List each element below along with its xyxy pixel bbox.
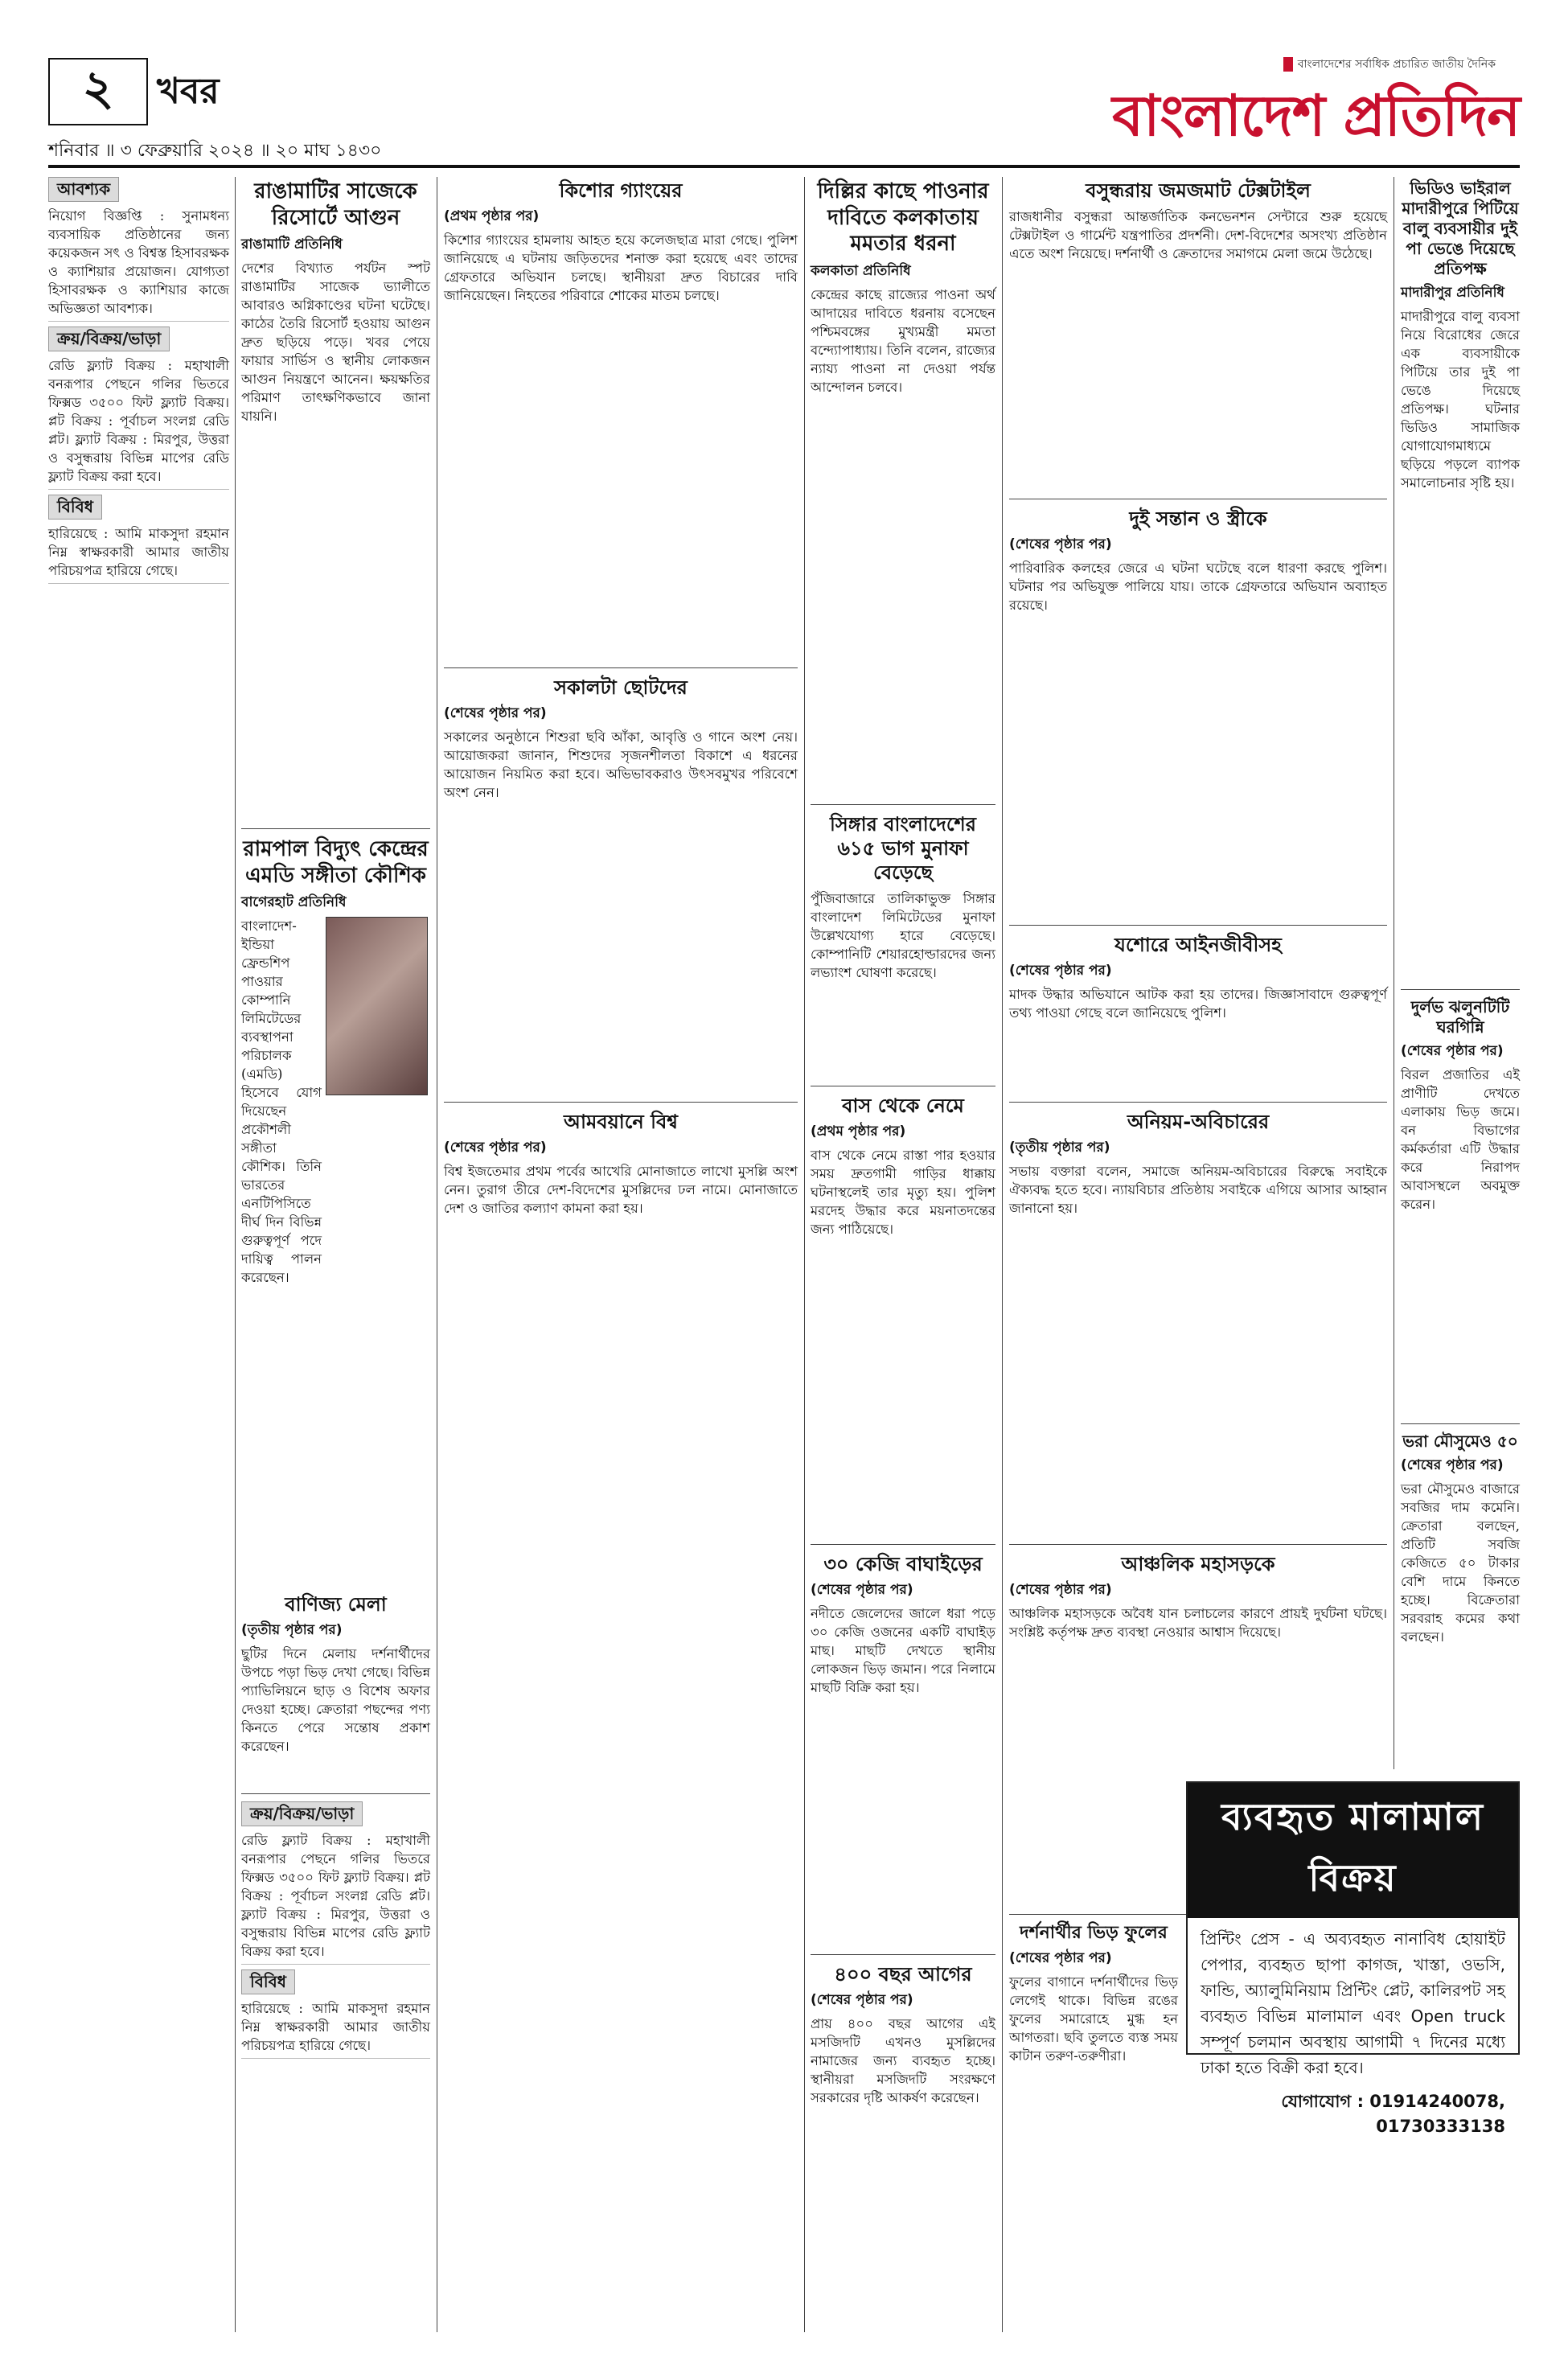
section-divider <box>1009 925 1387 926</box>
article-body: বিরল প্রজাতির এই প্রাণীটি দেখতে এলাকায় ভিড় জমে। বন বিভাগের কর্মকর্তারা এটি উদ্ধার করে নিরাপদ আবাসস্থলে অবমুক্ত করেন। <box>1401 1067 1520 1212</box>
section-divider <box>1401 1423 1520 1424</box>
article-rare-animal <box>1401 997 1520 1415</box>
headline: দর্শনার্থীর ভিড় ফুলের <box>1020 1923 1168 1943</box>
headline: সকালটা ছোটদের <box>554 676 688 699</box>
byline: (প্রথম পৃষ্ঠার পর) <box>811 1123 906 1140</box>
column-divider <box>235 177 236 2332</box>
byline: (শেষের পৃষ্ঠার পর) <box>1009 1582 1112 1598</box>
headline: বসুন্ধরায় জমজমাট টেক্সটাইল <box>1086 179 1311 202</box>
article-body: ফুলের বাগানে দর্শনার্থীদের ভিড় লেগেই থাকে। বিভিন্ন রঙের ফুলের সমারোহে মুগ্ধ হন আগতরা। ছবি তুলতে ব্যস্ত সময় কাটান তরুণ-তরুণীরা। <box>1009 1974 1178 2064</box>
article-two-children <box>1009 507 1387 917</box>
byline: (প্রথম পৃষ্ঠার পর) <box>444 208 540 224</box>
article-flower <box>1009 1922 1178 2332</box>
article-body: বাস থেকে নেমে রাস্তা পার হওয়ার সময় দ্রুতগামী গাড়ির ধাক্কায় ঘটনাস্থলেই তার মৃত্যু হয়। পুলিশ মরদেহ উদ্ধার করে ময়নাতদন্তের জন্য পাঠিয়েছে। <box>811 1148 995 1237</box>
classified-text: রেডি ফ্ল্যাট বিক্রয় : মহাখালী বনরূপার পেছনে গলির ভিতরে ফিক্সড ৩৫০০ ফিট ফ্ল্যাট বিক্রয়। প্লট বিক্রয় : পূর্বাচল সংলগ্ন রেডি প্লট। ফ্ল্যাট বিক্রয় : মিরপুর, উত্তরা ও বসুন্ধরায় বিভিন্ন মাপের রেডি ফ্ল্যাট বিক্রয় করা হবে। <box>48 356 229 490</box>
article-body: কেন্দ্রের কাছে রাজ্যের পাওনা অর্থ আদায়ের দাবিতে ধরনায় বসেছেন পশ্চিমবঙ্গের মুখ্যমন্ত্রী মমতা বন্দ্যোপাধ্যায়। তিনি বলেন, রাজ্যের ন্যায্য পাওনা না দেওয়া পর্যন্ত আন্দোলন চলবে। <box>811 286 995 395</box>
classified-text: রেডি ফ্ল্যাট বিক্রয় : মহাখালী বনরূপার পেছনে গলির ভিতরে ফিক্সড ৩৫০০ ফিট ফ্ল্যাট বিক্রয়। প্লট বিক্রয় : পূর্বাচল সংলগ্ন রেডি প্লট। ফ্ল্যাট বিক্রয় : মিরপুর, উত্তরা ও বসুন্ধরায় বিভিন্ন মাপের রেডি ফ্ল্যাট বিক্রয় করা হবে। <box>241 1831 430 1965</box>
article-jessore <box>1009 933 1387 1094</box>
section-divider <box>444 667 798 668</box>
byline: (শেষের পৃষ্ঠার পর) <box>1009 963 1112 979</box>
article-body: ছুটির দিনে মেলায় দর্শনার্থীদের উপচে পড়া ভিড় দেখা গেছে। বিভিন্ন প্যাভিলিয়নে ছাড় ও বিশেষ অফার দেওয়া হচ্ছে। ক্রেতারা পছন্দের পণ্য কিনতে পেরে সন্তোষ প্রকাশ করেছেন। <box>241 1646 430 1754</box>
section-divider <box>444 1102 798 1103</box>
article-body: রাজধানীর বসুন্ধরা আন্তর্জাতিক কনভেনশন সেন্টারে শুরু হয়েছে টেক্সটাইল ও গার্মেন্ট যন্ত্রপাতির প্রদর্শনী। দেশ-বিদেশের অসংখ্য প্রতিষ্ঠান এতে অংশ নিয়েছে। দর্শনার্থী ও ক্রেতাদের সমাগমে মেলা জমে উঠেছে। <box>1009 209 1387 261</box>
issue-date: শনিবার ॥ ৩ ফেব্রুয়ারি ২০২৪ ॥ ২০ মাঘ ১৪৩০ <box>48 141 382 161</box>
section-divider <box>1401 989 1520 990</box>
article-body: নদীতে জেলেদের জালে ধরা পড়ে ৩০ কেজি ওজনের একটি বাঘাইড় মাছ। মাছটি দেখতে স্থানীয় লোকজন ভিড় জমান। পরে নিলামে মাছটি বিক্রি করা হয়। <box>811 1606 995 1695</box>
byline: (শেষের পৃষ্ঠার পর) <box>444 1140 547 1156</box>
headline: যশোরে আইনজীবীসহ <box>1114 934 1282 956</box>
classifieds-block-2 <box>241 1801 430 2332</box>
article-body: বিশ্ব ইজতেমার প্রথম পর্বের আখেরি মোনাজাতে লাখো মুসল্লি অংশ নেন। তুরাগ তীরে দেশ-বিদেশের মুসল্লিদের ঢল নামে। মোনাজাতে দেশ ও জাতির কল্যাণ কামনা করা হয়। <box>444 1164 798 1216</box>
byline: বাগেরহাট প্রতিনিধি <box>241 894 347 910</box>
article-body: সকালের অনুষ্ঠানে শিশুরা ছবি আঁকা, আবৃত্তি ও গানে অংশ নেয়। আয়োজকরা জানান, শিশুদের সৃজনশীলতা বিকাশে এ ধরনের আয়োজন নিয়মিত করা হবে। অভিভাবকরাও উৎসবমুখর পরিবেশে অংশ নেন। <box>444 729 798 800</box>
article-body: ভরা মৌসুমেও বাজারে সবজির দাম কমেনি। ক্রেতারা বলছেন, প্রতিটি সবজি কেজিতে ৫০ টাকার বেশি দামে কিনতে হচ্ছে। বিক্রেতারা সরবরাহ কমের কথা বলছেন। <box>1401 1481 1520 1645</box>
byline: (শেষের পৃষ্ঠার পর) <box>1401 1457 1504 1473</box>
article-400-years <box>811 1962 995 2332</box>
headline: বাস থেকে নেমে <box>842 1095 964 1117</box>
classified-text: হারিয়েছে : আমি মাকসুদা রহমান নিম্ন স্বাক্ষরকারী আমার জাতীয় পরিচয়পত্র হারিয়ে গেছে। <box>48 524 229 584</box>
byline: (শেষের পৃষ্ঠার পর) <box>1009 536 1112 552</box>
headline: কিশোর গ্যাংয়ের <box>559 179 683 202</box>
article-textile <box>1009 179 1387 492</box>
column-divider <box>1002 177 1003 2332</box>
portrait-photo <box>326 917 428 1095</box>
byline: (তৃতীয় পৃষ্ঠার পর) <box>1009 1140 1110 1156</box>
page-number: ২ <box>48 58 148 125</box>
headline: দুর্লভ ঝলুনটিটি ঘরগিন্নি <box>1410 997 1510 1037</box>
classified-section-title: বিবিধ <box>48 495 102 520</box>
classified-section-title: ক্রয়/বিক্রয়/ভাড়া <box>241 1801 363 1826</box>
article-body: দেশের বিখ্যাত পর্যটন স্পট রাঙামাটির সাজেক ভ্যালীতে আবারও অগ্নিকাণ্ডের ঘটনা ঘটেছে। কাঠের তৈরি রিসোর্ট হওয়ায় আগুন দ্রুত ছড়িয়ে পড়ে। খবর পেয়ে ফায়ার সার্ভিস ও স্থানীয় লোকজন আগুন নিয়ন্ত্রণে আনেন। ক্ষয়ক্ষতির পরিমাণ তাৎক্ষণিকভাবে জানা যায়নি। <box>241 261 430 424</box>
article-delhi <box>811 179 995 798</box>
section-divider <box>811 1544 995 1545</box>
article-body: প্রায় ৪০০ বছর আগের এই মসজিদটি এখনও মুসল্লিদের নামাজের জন্য ব্যবহৃত হচ্ছে। স্থানীয়রা মসজিদটি সংরক্ষণে সরকারের দৃষ্টি আকর্ষণ করেছেন। <box>811 2016 995 2105</box>
article-morning-kids <box>444 676 798 1094</box>
byline: (শেষের পৃষ্ঠার পর) <box>1401 1043 1504 1059</box>
ad-title: ব্যবহৃত মালামাল বিক্রয় <box>1188 1783 1518 1918</box>
article-body: পুঁজিবাজারে তালিকাভুক্ত সিঙ্গার বাংলাদেশ লিমিটেডের মুনাফা উল্লেখযোগ্য হারে বেড়েছে। কোম্পানিটি শেয়ারহোল্ডারদের জন্য লভ্যাংশ ঘোষণা করেছে। <box>811 891 995 980</box>
classified-section-title: ক্রয়/বিক্রয়/ভাড়া <box>48 327 170 351</box>
classified-section-title: আবশ্যক <box>48 177 119 202</box>
article-injustice <box>1009 1110 1387 1536</box>
section-divider <box>1009 1544 1387 1545</box>
section-divider <box>811 804 995 805</box>
article-world <box>444 1110 798 2332</box>
article-teen-gang <box>444 179 798 661</box>
headline: ভরা মৌসুমেও ৫০ <box>1402 1431 1518 1451</box>
headline: অনিয়ম-অবিচারের <box>1127 1111 1270 1133</box>
headline: রাঙামাটির সাজেকে রিসোর্টে আগুন <box>254 179 417 230</box>
article-catfish <box>811 1552 995 1946</box>
byline: কলকাতা প্রতিনিধি <box>811 262 911 279</box>
byline: (শেষের পৃষ্ঠার পর) <box>811 1992 913 2008</box>
masthead-rule <box>48 165 1520 168</box>
section-divider <box>241 1793 430 1794</box>
classifieds-column <box>48 177 229 2332</box>
headline: দিল্লির কাছে পাওনার দাবিতে কলকাতায় মমতার ধরনা <box>817 179 989 256</box>
classified-text: হারিয়েছে : আমি মাকসুদা রহমান নিম্ন স্বাক্ষরকারী আমার জাতীয় পরিচয়পত্র হারিয়ে গেছে। <box>241 1999 430 2059</box>
article-trade-fair <box>241 1592 430 1785</box>
article-vegetable-price <box>1401 1431 1520 1769</box>
article-body: মাদারীপুরে বালু ব্যবসা নিয়ে বিরোধের জেরে এক ব্যবসায়ীকে পিটিয়ে তার দুই পা ভেঙে দিয়েছে প্রতিপক্ষ। ঘটনার ভিডিও সামাজিক যোগাযোগমাধ্যমে ছড়িয়ে পড়লে ব্যাপক সমালোচনার সৃষ্টি হয়। <box>1401 309 1520 491</box>
byline: মাদারীপুর প্রতিনিধি <box>1401 285 1504 301</box>
article-body: সভায় বক্তারা বলেন, সমাজে অনিয়ম-অবিচারের বিরুদ্ধে সবাইকে ঐক্যবদ্ধ হতে হবে। ন্যায়বিচার প্রতিষ্ঠায় সবাইকে এগিয়ে আসার আহ্বান জানানো হয়। <box>1009 1164 1387 1216</box>
used-goods-sale-ad <box>1186 1781 1520 2136</box>
headline: ভিডিও ভাইরাল মাদারীপুরে পিটিয়ে বালু ব্যবসায়ীর দুই পা ভেঙে দিয়েছে প্রতিপক্ষ <box>1402 179 1519 278</box>
logo-tagline: বাংলাদেশের সর্বাধিক প্রচারিত জাতীয় দৈনিক <box>1283 55 1496 74</box>
classified-text: নিয়োগ বিজ্ঞপ্তি : সুনামধন্য ব্যবসায়িক প্রতিষ্ঠানের জন্য কয়েকজন সৎ ও বিশ্বস্ত হিসাবরক্ষক ও ক্যাশিয়ার প্রয়োজন। যোগ্যতা হিসাবরক্ষক ও ক্যাশিয়ার কাজে অভিজ্ঞতা আবশ্যক। <box>48 207 229 322</box>
article-body: মাদক উদ্ধার অভিযানে আটক করা হয় তাদের। জিজ্ঞাসাবাদে গুরুত্বপূর্ণ তথ্য পাওয়া গেছে বলে জানিয়েছে পুলিশ। <box>1009 987 1387 1021</box>
newspaper-logo: বাংলাদেশ প্রতিদিন <box>1112 83 1520 149</box>
headline: রামপাল বিদ্যুৎ কেন্দ্রের এমডি সঙ্গীতা কৌশিক <box>243 837 429 888</box>
column-divider <box>804 177 805 2332</box>
headline: ৪০০ বছর আগের <box>834 1963 972 1986</box>
article-rampal <box>241 836 430 1584</box>
section-name: খবর <box>157 71 220 112</box>
headline: আঞ্চলিক মহাসড়কে <box>1121 1553 1275 1575</box>
byline: (তৃতীয় পৃষ্ঠার পর) <box>241 1622 343 1638</box>
headline: আমবয়ানে বিশ্ব <box>563 1111 679 1133</box>
headline: ৩০ কেজি বাঘাইড়ের <box>823 1553 983 1575</box>
byline: (শেষের পৃষ্ঠার পর) <box>1009 1949 1112 1966</box>
article-sajek-fire <box>241 179 430 822</box>
byline: (শেষের পৃষ্ঠার পর) <box>444 705 547 721</box>
section-divider <box>1009 1102 1387 1103</box>
article-body: পারিবারিক কলহের জেরে এ ঘটনা ঘটেছে বলে ধারণা করছে পুলিশ। ঘটনার পর অভিযুক্ত পালিয়ে যায়। তাকে গ্রেফতারে অভিযান অব্যাহত রয়েছে। <box>1009 561 1387 613</box>
article-body: বাংলাদেশ-ইন্ডিয়া ফ্রেন্ডশিপ পাওয়ার কোম্পানি লিমিটেডের ব্যবস্থাপনা পরিচালক (এমডি) হিসেবে যোগ দিয়েছেন প্রকৌশলী সঙ্গীতা কৌশিক। তিনি ভারতের এনটিপিসিতে দীর্ঘ দিন বিভিন্ন গুরুত্বপূর্ণ পদে দায়িত্ব পালন করেছেন। <box>241 918 322 1285</box>
article-body: কিশোর গ্যাংয়ের হামলায় আহত হয়ে কলেজছাত্র মারা গেছে। পুলিশ জানিয়েছে এ ঘটনায় জড়িতদের শনাক্ত করা হয়েছে এবং তাদের গ্রেফতারে অভিযান চলছে। স্থানীয়রা দ্রুত বিচারের দাবি জানিয়েছেন। নিহতের পরিবারে শোকের মাতম চলছে। <box>444 232 798 303</box>
ad-body: প্রিন্টিং প্রেস - এ অব্যবহৃত নানাবিধ হোয়াইট পেপার, ব্যবহৃত ছাপা কাগজ, খাস্তা, ওভসি, ফান্ডি, অ্যালুমিনিয়াম প্রিন্টিং প্লেট, কালিরপট সহ ব্যবহৃত বিভিন্ন মালামাল এবং Open truck সম্পূর্ণ চলমান অবস্থায় আগামী ৭ দিনের মধ্যে ঢাকা হতে বিক্রী করা হবে। <box>1201 1929 1505 2077</box>
masthead <box>48 48 1520 161</box>
classified-section-title: বিবিধ <box>241 1969 295 1994</box>
byline: (শেষের পৃষ্ঠার পর) <box>811 1582 913 1598</box>
headline: সিঙ্গার বাংলাদেশের ৬১৫ ভাগ মুনাফা বেড়েছে <box>830 813 976 884</box>
headline: দুই সন্তান ও স্ত্রীকে <box>1129 507 1267 530</box>
section-divider <box>811 1954 995 1955</box>
article-body: আঞ্চলিক মহাসড়কে অবৈধ যান চলাচলের কারণে প্রায়ই দুর্ঘটনা ঘটছে। সংশ্লিষ্ট কর্তৃপক্ষ দ্রুত ব্যবস্থা নেওয়ার আশ্বাস দিয়েছে। <box>1009 1606 1387 1640</box>
ad-contact: যোগাযোগ : 01914240078, 01730333138 <box>1281 2092 1505 2136</box>
section-divider <box>241 828 430 829</box>
article-viral-video <box>1401 179 1520 983</box>
byline: রাঙামাটি প্রতিনিধি <box>241 236 343 253</box>
headline: বাণিজ্য মেলা <box>285 1593 387 1616</box>
article-bus <box>811 1094 995 1536</box>
article-singer <box>811 812 995 1078</box>
